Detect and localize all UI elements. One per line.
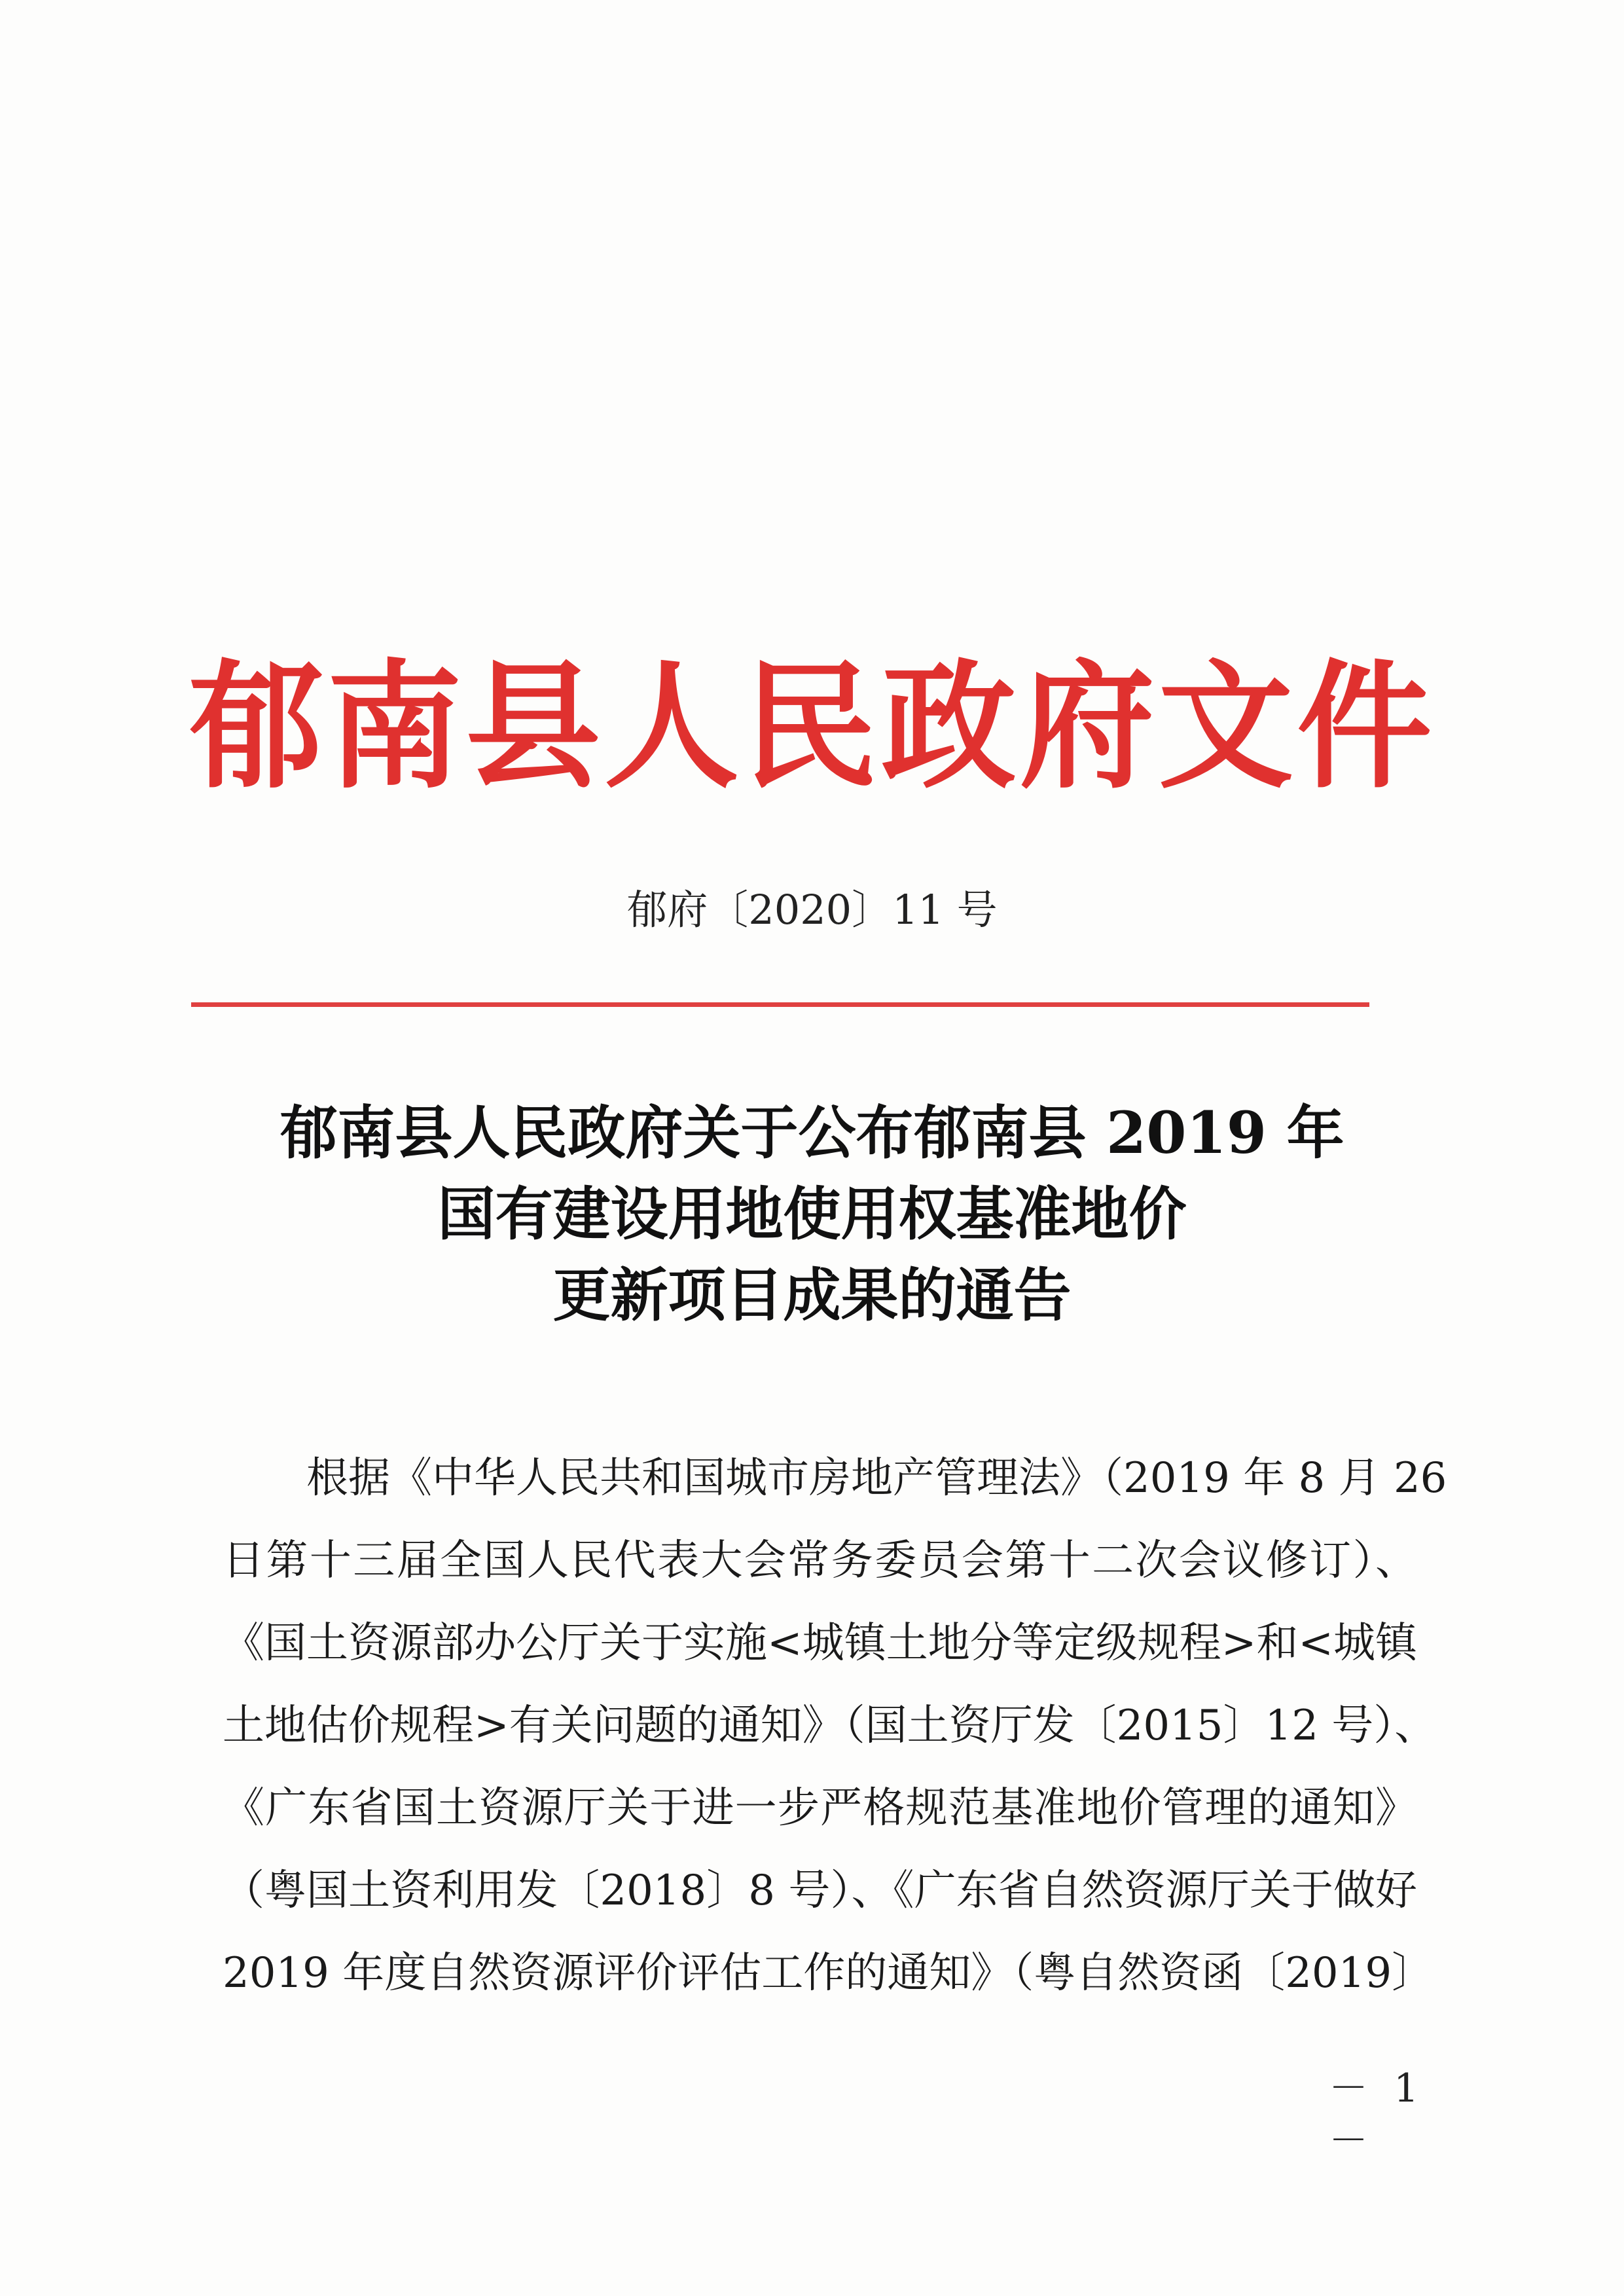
page-number: － 1 －: [1329, 2066, 1426, 2164]
title-line: 更新项目成果的通告: [552, 1261, 1072, 1329]
red-separator-line: [191, 1002, 1369, 1007]
body-line: 《国土资源部办公厅关于实施<城镇土地分等定级规程>和<城镇: [223, 1619, 1417, 1667]
document-title: [0, 1092, 1624, 1336]
body-paragraph: [223, 1437, 1447, 2014]
body-line: 土地估价规程>有关问题的通知》（国土资厅发〔2015〕12 号）、: [223, 1702, 1437, 1750]
body-line: 2019 年度自然资源评价评估工作的通知》（粤自然资函〔2019〕: [223, 1949, 1434, 1997]
title-line: 郁南县人民政府关于公布郁南县 2019 年: [280, 1099, 1344, 1167]
title-line: 国有建设用地使用权基准地价: [437, 1180, 1187, 1248]
body-line: 《广东省国土资源厅关于进一步严格规范基准地价管理的通知》: [223, 1784, 1417, 1832]
body-line: （粤国土资利用发〔2018〕8 号）、《广东省自然资源厅关于做好: [223, 1867, 1417, 1915]
red-header-issuer-title: 郁南县人民政府文件: [188, 646, 1436, 807]
body-line: 日第十三届全国人民代表大会常务委员会第十二次会议修订）、: [223, 1537, 1417, 1585]
body-line: 根据《中华人民共和国城市房地产管理法》（2019 年 8 月 26: [306, 1454, 1447, 1503]
document-number: 郁府〔2020〕11 号: [626, 886, 998, 934]
